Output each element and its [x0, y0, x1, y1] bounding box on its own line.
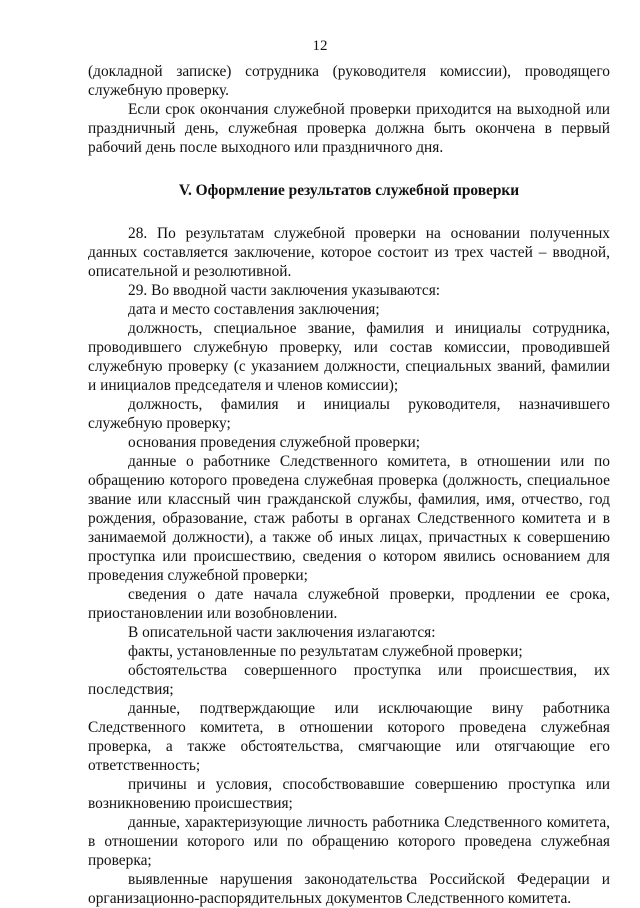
paragraph-29: 29. Во вводной части заключения указываются:	[128, 282, 441, 299]
section-heading: V. Оформление результатов служебной проверки	[178, 182, 520, 199]
paragraph-28: 28. По результатам служебной проверки на основании полученных данных составляется заключение, которое состоит из трех частей – вводной, описательной и резолютивной.	[88, 225, 610, 280]
list-item-dates: сведения о дате начала служебной проверки, продлении ее срока, приостановлении или возобновлении.	[88, 586, 610, 622]
list-item-causes: причины и условия, способствовавшие совершению проступка или возникновению происшествия;	[88, 776, 610, 812]
list-item-guilt-data: данные, подтверждающие или исключающие вину работника Следственного комитета, в отношении которого проведена служебная проверка, а также обстоятельства, смягчающие или отягчающие его ответственность;	[88, 700, 610, 774]
list-item-facts: факты, установленные по результатам служебной проверки;	[128, 643, 523, 660]
list-item-violations: выявленные нарушения законодательства Российской Федерации и организационно-распорядительных документов Следственного комитета.	[88, 871, 610, 907]
list-item-circumstances: обстоятельства совершенного проступка или происшествия, их последствия;	[88, 662, 610, 698]
list-item-date-place: дата и место составления заключения;	[128, 301, 380, 318]
list-item-inspector: должность, специальное звание, фамилия и инициалы сотрудника, проводившего служебную проверку, или состав комиссии, проводившей служебную проверку (с указанием должности, специальных званий, фамилии и инициалов председателя и членов комиссии);	[88, 320, 610, 394]
list-item-employee-data: данные о работнике Следственного комитета, в отношении или по обращению которого проведена служебная проверка (должность, специальное звание или классный чин гражданской службы, фамилия, имя, отчество, год рождения, образование, стаж работы в органах Следственного комитета и в занимаемой должности), а также об иных лицах, причастных к совершению проступка или происшествию, сведения о котором явились основанием для проведения служебной проверки;	[88, 453, 610, 584]
paragraph-weekend-rule: Если срок окончания служебной проверки приходится на выходной или праздничный день, служебная проверка должна быть окончена в первый рабочий день после выходного или праздничного дня.	[88, 101, 610, 156]
page-number: 12	[312, 38, 328, 54]
paragraph-continuation: (докладной записке) сотрудника (руководителя комиссии), проводящего служебную проверку.	[88, 63, 610, 99]
list-item-personality: данные, характеризующие личность работника Следственного комитета, в отношении которого или по обращению которого проведена служебная проверка;	[88, 814, 610, 869]
list-item-grounds: основания проведения служебной проверки;	[128, 434, 421, 451]
list-item-head: должность, фамилия и инициалы руководителя, назначившего служебную проверку;	[88, 396, 610, 432]
document-body	[88, 62, 610, 908]
paragraph-descriptive-part: В описательной части заключения излагаются:	[128, 624, 436, 641]
